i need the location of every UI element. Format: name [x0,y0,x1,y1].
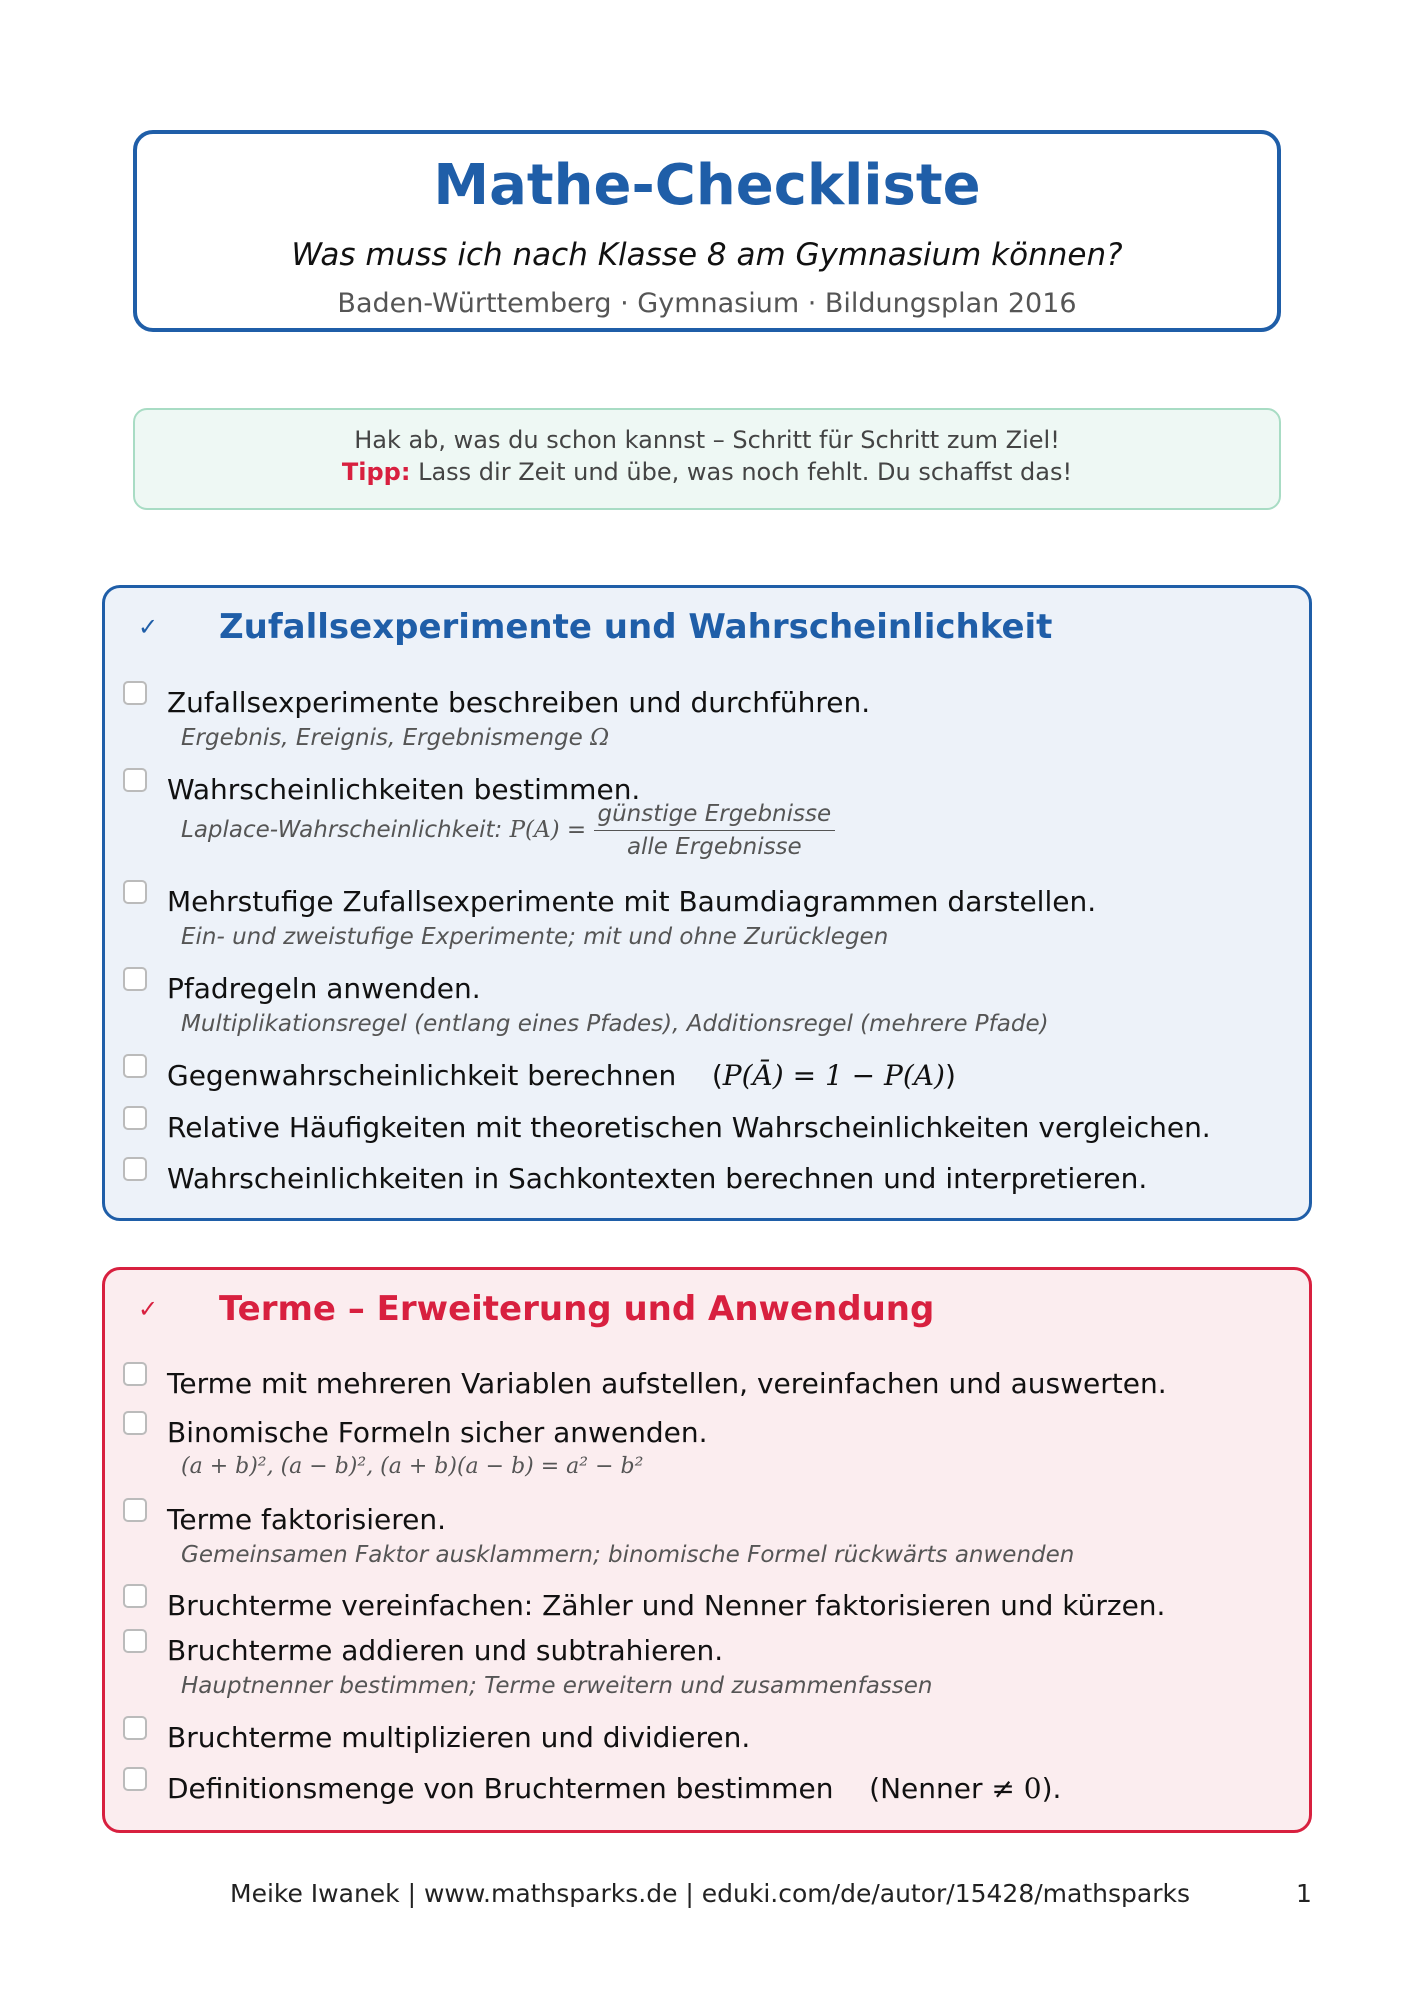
checkbox[interactable] [123,1106,147,1130]
page-title: Mathe-Checkliste [433,153,981,218]
math-expression: P(A) = [509,817,587,843]
check-icon: ✓ [137,1295,159,1323]
checkbox[interactable] [123,967,147,991]
footer-credits: Meike Iwanek | www.mathsparks.de | eduki.com/de/autor/15428/mathsparks [230,1879,1190,1908]
item-note: Hauptnenner bestimmen; Terme erweitern und zusammenfassen [181,1673,933,1699]
paren-text: Nenner [880,1772,983,1805]
checkbox[interactable] [123,1498,147,1522]
item-text: Relative Häufigkeiten mit theoretischen Wahrscheinlichkeiten vergleichen. [167,1111,1211,1144]
item-text: Wahrscheinlichkeiten bestimmen. [167,773,641,806]
checkbox[interactable] [123,1767,147,1791]
checkbox[interactable] [123,880,147,904]
item-note: Gemeinsamen Faktor ausklammern; binomische Formel rückwärts anwenden [181,1542,1075,1568]
item-text: Gegenwahrscheinlichkeit berechnen (P(Ā) = 1 − P(A)) [167,1059,956,1092]
checkbox[interactable] [123,1716,147,1740]
checkbox[interactable] [123,681,147,705]
fraction-numerator: günstige Ergebnisse [594,798,836,831]
checkbox[interactable] [123,1362,147,1386]
checkbox[interactable] [123,1584,147,1608]
math-expression: Ω [590,725,610,751]
section-terms [102,1267,1312,1833]
section-header [131,600,1052,654]
item-text: Mehrstufige Zufallsexperimente mit Baumdiagrammen darstellen. [167,885,1097,918]
tip-text: Lass dir Zeit und übe, was noch fehlt. Du schaffst das! [418,458,1073,486]
checkbox[interactable] [123,1054,147,1078]
tip-intro: Hak ab, was du schon kannst – Schritt für Schritt zum Ziel! [354,426,1060,454]
item-note: Ergebnis, Ereignis, Ergebnismenge Ω [181,725,610,751]
item-text: Bruchterme vereinfachen: Zähler und Nenner faktorisieren und kürzen. [167,1589,1166,1622]
item-text: Pfadregeln anwenden. [167,972,481,1005]
page-subtitle: Was muss ich nach Klasse 8 am Gymnasium können? [291,237,1123,273]
check-icon: ✓ [137,613,159,641]
item-note: Multiplikationsregel (entlang eines Pfades), Additionsregel (mehrere Pfade) [181,1011,1049,1037]
checkbox[interactable] [123,1411,147,1435]
title-box [133,130,1281,332]
checkbox[interactable] [123,1629,147,1653]
math-expression: P(Ā) = 1 − P(A) [722,1059,945,1092]
fraction [594,798,836,863]
item-text: Binomische Formeln sicher anwenden. [167,1416,708,1449]
tip-line [135,456,1279,488]
tip-box [133,408,1281,510]
checkbox[interactable] [123,1157,147,1181]
item-note: Laplace-Wahrscheinlichkeit: P(A) = $\frac{\text{günstige Ergebnisse}}{\text{alle Ergebnisse}}$ [181,798,835,863]
item-text: Terme faktorisieren. [167,1503,446,1536]
section-title: Terme – Erweiterung und Anwendung [219,1289,935,1329]
fraction-denominator: alle Ergebnisse [626,834,802,860]
math-expression: (a + b)², (a − b)², (a + b)(a − b) = a² − b² [181,1454,644,1479]
item-note: Ein- und zweistufige Experimente; mit und ohne Zurücklegen [181,924,889,950]
item-text: Wahrscheinlichkeiten in Sachkontexten berechnen und interpretieren. [167,1162,1148,1195]
item-text: Bruchterme multiplizieren und dividieren. [167,1721,751,1754]
section-title: Zufallsexperimente und Wahrscheinlichkeit [219,607,1053,647]
item-text: Terme mit mehreren Variablen aufstellen, vereinfachen und auswerten. [167,1367,1167,1400]
checkbox[interactable] [123,768,147,792]
item-text: Definitionsmenge von Bruchtermen bestimmen (Nenner ≠ 0). [167,1772,1062,1805]
page-number: 1 [1296,1879,1312,1908]
math-expression: ≠ 0 [991,1772,1042,1805]
tip-label: Tipp: [341,458,411,486]
section-header [131,1282,934,1336]
item-text: Bruchterme addieren und subtrahieren. [167,1634,724,1667]
item-text: Zufallsexperimente beschreiben und durchführen. [167,686,871,719]
curriculum-info: Baden-Württemberg · Gymnasium · Bildungsplan 2016 [337,288,1077,319]
section-probability [102,585,1312,1221]
